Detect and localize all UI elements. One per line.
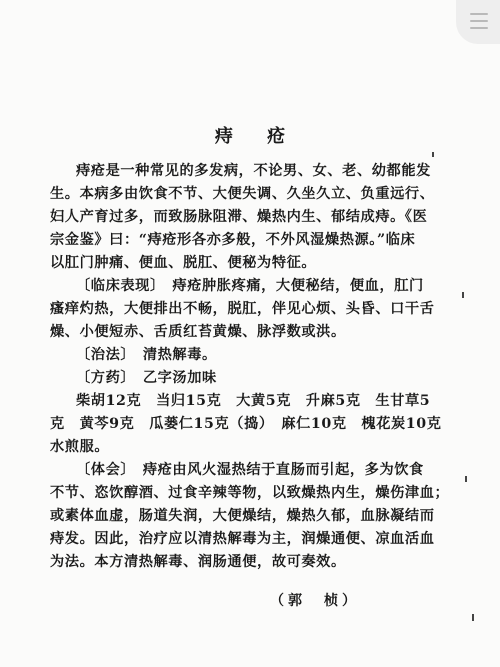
paragraph-line: 燥、小便短赤、舌质红苔黄燥、脉浮数或洪。 bbox=[50, 324, 346, 340]
author-signature: （郭 桢） bbox=[270, 593, 360, 609]
paragraph-line: 〔方药〕 乙字汤加味 bbox=[76, 370, 217, 386]
paragraph-line: 为法。本方清热解毒、润肠通便，故可奏效。 bbox=[50, 554, 346, 570]
paragraph-line: 水煎服。 bbox=[50, 439, 110, 455]
scan-mark bbox=[462, 292, 464, 298]
paragraph-line: 柴胡12克 当归15克 大黄5克 升麻5克 生甘草5 bbox=[76, 393, 431, 409]
paragraph-line: 克 黄芩9克 瓜蒌仁15克（捣） 麻仁10克 槐花炭10克 bbox=[50, 416, 442, 432]
paragraph-line: 或素体血虚，肠道失润，大便燥结，燥热久郁，血脉凝结而 bbox=[50, 508, 435, 524]
paragraph-line: 不节、恣饮醇酒、过食辛辣等物，以致燥热内生，燥伤津血； bbox=[50, 485, 450, 501]
paragraph-line: 妇人产育过多，而致肠脉阻滞、燥热内生、郁结成痔。《医 bbox=[50, 209, 428, 225]
page-title: 痔 疮 bbox=[214, 126, 300, 147]
scan-mark bbox=[472, 614, 474, 621]
scan-mark bbox=[465, 476, 467, 482]
paragraph-line: 〔治法〕 清热解毒。 bbox=[76, 347, 217, 363]
menu-icon[interactable] bbox=[456, 0, 500, 44]
paragraph-line: 痔疮是一种常见的多发病，不论男、女、老、幼都能发 bbox=[76, 163, 431, 179]
paragraph-line: 以肛门肿痛、便血、脱肛、便秘为特征。 bbox=[50, 255, 317, 271]
body-text bbox=[50, 160, 450, 574]
paragraph-line: 痔发。因此，治疗应以清热解毒为主，润燥通便、凉血活血 bbox=[50, 531, 435, 547]
paragraph-line: 瘙痒灼热，大便排出不畅，脱肛，伴见心烦、头昏、口干舌 bbox=[50, 301, 435, 317]
paragraph-line: 〔体会〕 痔疮由风火湿热结于直肠而引起，多为饮食 bbox=[76, 462, 424, 478]
paragraph-line: 〔临床表现〕 痔疮肿胀疼痛，大便秘结，便血，肛门 bbox=[76, 278, 424, 294]
scan-mark bbox=[432, 152, 434, 157]
paragraph-line: 宗金鉴》曰：“痔疮形各亦多般，不外风湿燥热源。”临床 bbox=[50, 232, 416, 248]
paragraph-line: 生。本病多由饮食不节、大便失调、久坐久立、负重远行、 bbox=[50, 186, 435, 202]
